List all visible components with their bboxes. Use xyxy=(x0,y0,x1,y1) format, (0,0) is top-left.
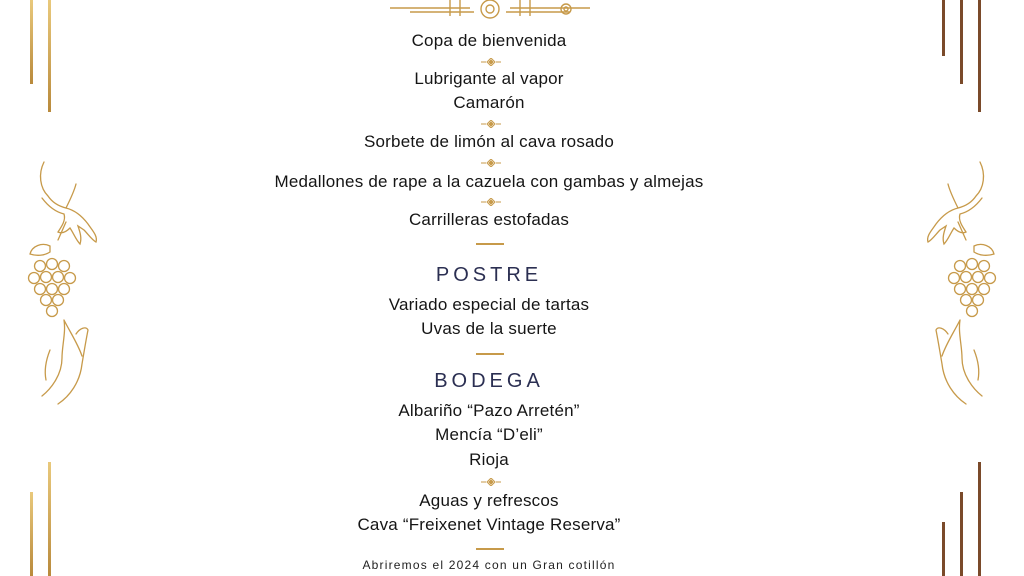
bodega-item-mencia: Mencía “D’eli” xyxy=(435,425,543,444)
diamond-separator xyxy=(481,120,501,128)
gold-rule xyxy=(476,243,504,245)
gold-rule xyxy=(476,548,504,550)
diamond-separator xyxy=(481,198,501,206)
bodega-heading: BODEGA xyxy=(434,370,544,392)
bodega-item-albarino: Albariño “Pazo Arretén” xyxy=(398,401,580,420)
menu-item-welcome-drink: Copa de bienvenida xyxy=(411,31,567,50)
bodega-item-rioja: Rioja xyxy=(469,450,509,469)
diamond-separator xyxy=(481,159,501,167)
menu-item-prawn: Camarón xyxy=(453,93,525,112)
postre-heading: POSTRE xyxy=(435,264,543,286)
menu-item-lobster: Lubrigante al vapor xyxy=(414,69,564,88)
bodega-item-cava: Cava “Freixenet Vintage Reserva” xyxy=(357,515,621,534)
bodega-item-water: Aguas y refrescos xyxy=(419,491,559,510)
diamond-separator xyxy=(481,58,501,66)
gold-rule xyxy=(476,353,504,355)
menu-item-monkfish: Medallones de rape a la cazuela con gambas y almejas xyxy=(274,172,704,191)
postre-item-grapes: Uvas de la suerte xyxy=(421,319,557,338)
diamond-separator xyxy=(481,478,501,486)
postre-item-cakes: Variado especial de tartas xyxy=(388,295,590,314)
menu-item-sorbet: Sorbete de limón al cava rosado xyxy=(363,132,614,151)
menu-item-cheeks: Carrilleras estofadas xyxy=(408,210,570,229)
footer-note: Abriremos el 2024 con un Gran cotillón xyxy=(362,558,616,572)
